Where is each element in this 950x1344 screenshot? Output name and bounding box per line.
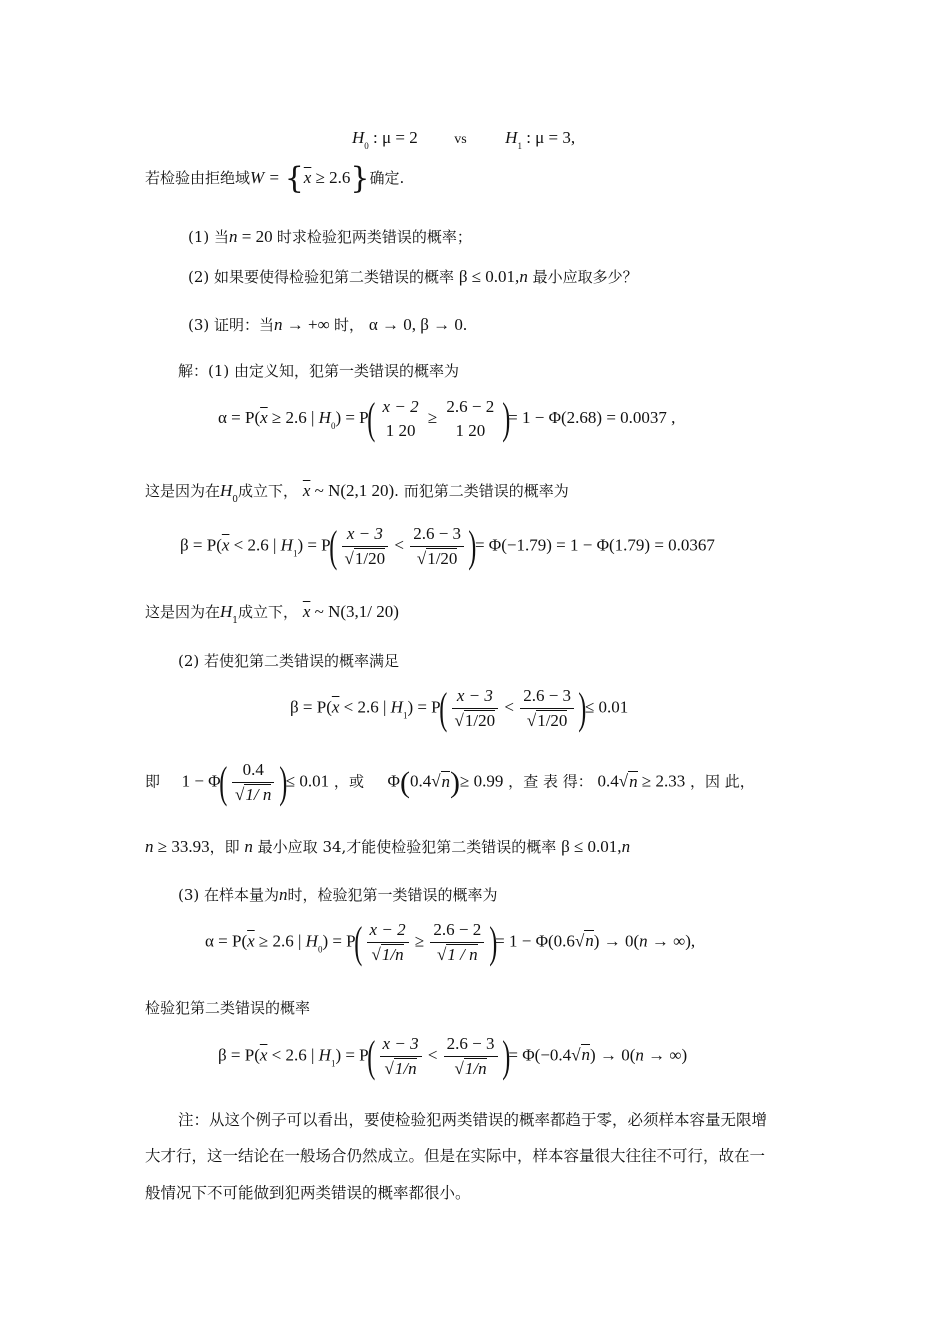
nres-mid: ，即 bbox=[209, 838, 240, 856]
ineq-inner: 0.4 bbox=[409, 771, 432, 791]
ineq-phi: Φ bbox=[387, 771, 400, 791]
eq5-rhs3: → ∞) bbox=[643, 1045, 688, 1065]
q3-pre: 证明：当 bbox=[214, 316, 275, 334]
eq2-rhs: = Φ(−1.79) = 1 − Φ(1.79) = 0.0367 bbox=[474, 535, 715, 555]
eq2-num-2: 2.6 − 3 bbox=[410, 524, 464, 547]
ineq-res-ge: ≥ 2.33 bbox=[637, 771, 686, 791]
eq5-hsub: 1 bbox=[330, 1058, 336, 1069]
eq2-mid: < 2.6 | bbox=[229, 535, 281, 555]
part3-n: n bbox=[279, 885, 288, 904]
region-condition: ≥ 2.6 bbox=[311, 168, 351, 187]
ineq-den: 1/ n bbox=[245, 785, 272, 804]
eq3-paren-left: ( bbox=[438, 683, 447, 733]
region-pre: 若检验由拒绝域 bbox=[145, 169, 251, 187]
q2-label: (2) bbox=[188, 268, 210, 286]
ineq-ji: 即 bbox=[145, 772, 161, 791]
h1-symbol: H bbox=[505, 128, 518, 147]
eq5-h: H bbox=[318, 1045, 331, 1065]
eq1-paren-right: ) bbox=[501, 394, 510, 443]
eq3-mid: < 2.6 | bbox=[339, 697, 391, 717]
eq4-rhs2: ) → 0( bbox=[593, 931, 640, 951]
eq3-xbar: $\overline{x}$ bbox=[331, 697, 340, 717]
eq3-hsub: 1 bbox=[402, 710, 408, 721]
equation-beta-2 bbox=[290, 683, 629, 733]
nres-n: n bbox=[145, 837, 154, 856]
eq5-rhs: = Φ(−0.4 bbox=[508, 1045, 572, 1065]
eq4-paren-left: ( bbox=[353, 917, 362, 967]
eq2-frac-2 bbox=[410, 524, 464, 569]
eq3-num-2: 2.6 − 3 bbox=[520, 686, 574, 709]
q3-n: n bbox=[274, 315, 283, 334]
because1-h: H bbox=[220, 602, 233, 621]
eq4-rhs-sqrt: √ bbox=[574, 931, 585, 951]
equation-alpha-2 bbox=[205, 917, 696, 967]
eq3-sqrt-2: √ bbox=[526, 711, 537, 730]
eq4-lhs: α = P( bbox=[205, 931, 248, 951]
q3-label: (3) bbox=[188, 316, 210, 334]
eq5-rhs-n: n bbox=[581, 1045, 591, 1065]
ineq-ge: ≥ 0.99 bbox=[460, 771, 504, 791]
ineq-inner-sqrt: √ bbox=[431, 771, 441, 791]
eq2-lt: < bbox=[394, 535, 404, 555]
h1-statement: : μ = 3, bbox=[526, 128, 576, 147]
region-w: W = bbox=[250, 168, 280, 187]
eq3-h: H bbox=[390, 697, 403, 717]
eq5-num-1: x − 3 bbox=[380, 1034, 422, 1057]
eq3-sqrt-1: √ bbox=[454, 711, 464, 730]
ineq-comma1: ， bbox=[333, 772, 349, 791]
ineq-huo: 或 bbox=[348, 772, 364, 791]
h0-statement: : μ = 2 bbox=[373, 128, 418, 147]
part-3-heading bbox=[178, 884, 498, 905]
eq5-xbar: $\overline{x}$ bbox=[259, 1045, 268, 1065]
eq5-sqrt-2: √ bbox=[454, 1059, 464, 1078]
eq1-paren-left: ( bbox=[366, 394, 375, 443]
eq5-sqrt-1: √ bbox=[384, 1059, 394, 1078]
question-2 bbox=[188, 266, 638, 287]
ineq-res: 0.4 bbox=[597, 771, 619, 791]
nres-beta: β ≤ 0.01, bbox=[561, 837, 622, 856]
solution-intro: 解：(1) 由定义知，犯第一类错误的概率为 bbox=[178, 362, 460, 380]
eq2-mid2: ) = P bbox=[297, 535, 331, 555]
eq2-sqrt-2: √ bbox=[416, 549, 427, 568]
note-line-3: 般情况下不可能做到犯两类错误的概率都很小。 bbox=[145, 1184, 471, 1202]
eq1-den-2: 1 20 bbox=[455, 421, 486, 440]
eq4-rhs-n: n bbox=[585, 931, 594, 951]
eq3-lt: < bbox=[504, 697, 514, 717]
because-h0-line bbox=[145, 480, 569, 505]
because-h1-line bbox=[145, 601, 399, 626]
ineq-one-minus-phi: 1 − Φ bbox=[181, 771, 221, 791]
q3-mid: 时， bbox=[334, 316, 365, 334]
q2-n: n bbox=[519, 267, 528, 286]
nres-text: 最小应取 34,才能使检验犯第二类错误的概率 bbox=[257, 838, 557, 856]
region-brace-left: { bbox=[284, 161, 304, 196]
eq1-den-1: 1 20 bbox=[385, 421, 416, 440]
rejection-region-line bbox=[145, 161, 405, 196]
h0-symbol: H bbox=[352, 128, 365, 147]
because0-pre: 这是因为在 bbox=[145, 482, 221, 500]
because1-xbar: $\overline{x}$ bbox=[302, 602, 311, 621]
ineq-num: 0.4 bbox=[232, 760, 274, 783]
because0-post: . 而犯第二类错误的概率为 bbox=[394, 482, 569, 500]
part3-pre: (3) 在样本量为 bbox=[178, 886, 280, 904]
eq4-mid2: ) = P bbox=[322, 931, 356, 951]
eq4-rhs: = 1 − Φ(0.6 bbox=[495, 931, 575, 951]
q3-arrow: → +∞ bbox=[282, 315, 335, 334]
eq4-sqrt-2: √ bbox=[437, 945, 447, 964]
eq4-hsub: 0 bbox=[317, 944, 323, 955]
ineq-phi-paren-left: ( bbox=[399, 765, 410, 799]
eq5-rhs-n2: n bbox=[635, 1045, 644, 1065]
eq2-sqrt-1: √ bbox=[344, 549, 354, 568]
eq5-frac-2 bbox=[444, 1034, 498, 1079]
eq3-frac-1 bbox=[452, 686, 499, 731]
ineq-paren-left: ( bbox=[218, 757, 227, 807]
eq4-num-2: 2.6 − 2 bbox=[430, 920, 484, 943]
eq4-ge: ≥ bbox=[414, 931, 425, 951]
vs-label: vs bbox=[454, 132, 467, 147]
note-line-1: 注：从这个例子可以看出，要使检验犯两类错误的概率都趋于零，必须样本容量无限增 bbox=[178, 1111, 768, 1129]
eq1-mid: ≥ 2.6 | bbox=[267, 407, 319, 427]
eq1-frac-2 bbox=[443, 397, 497, 441]
because0-h: H bbox=[220, 481, 233, 500]
q1-pre: 当 bbox=[214, 228, 230, 246]
eq3-den-2: 1/20 bbox=[537, 711, 568, 730]
ineq-yinci: 因 此， bbox=[705, 772, 755, 791]
q2-pre: 如果要使得检验犯第二类错误的概率 bbox=[214, 268, 455, 286]
q2-beta: β ≤ 0.01, bbox=[458, 267, 520, 286]
nres-n3: n bbox=[621, 837, 631, 856]
eq4-rhs-n2: n bbox=[639, 931, 648, 951]
eq1-num-2: 2.6 − 2 bbox=[446, 397, 495, 416]
because0-mid: 成立下， bbox=[238, 482, 299, 500]
eq2-paren-right: ) bbox=[468, 521, 477, 571]
ineq-cha: 查 表 得： bbox=[523, 772, 593, 791]
ineq-res-n: n bbox=[629, 771, 638, 791]
question-1 bbox=[188, 226, 472, 247]
ineq-le: ≤ 0.01 bbox=[285, 771, 330, 791]
equation-alpha-1 bbox=[218, 394, 676, 443]
eq1-frac-1 bbox=[380, 397, 422, 441]
because1-mid: 成立下， bbox=[238, 603, 299, 621]
eq4-num-1: x − 2 bbox=[367, 920, 409, 943]
eq3-paren-right: ) bbox=[578, 683, 587, 733]
eq4-xbar: $\overline{x}$ bbox=[247, 931, 255, 951]
eq2-num-1: x − 3 bbox=[342, 524, 389, 547]
eq1-hsub: 0 bbox=[330, 420, 336, 431]
beta-label: 检验犯第二类错误的概率 bbox=[145, 999, 311, 1017]
eq1-mid2: ) = P bbox=[335, 407, 369, 427]
because1-hsub: 1 bbox=[232, 616, 239, 626]
because0-xbar: $\overline{x}$ bbox=[302, 481, 311, 500]
eq2-lhs: β = P( bbox=[180, 535, 222, 555]
because0-hsub: 0 bbox=[232, 495, 239, 505]
h0-subscript: 0 bbox=[364, 141, 369, 151]
note-line-2: 大才行，这一结论在一般场合仍然成立。但是在实际中，样本容量很大往往不可行，故在一 bbox=[145, 1147, 766, 1165]
eq4-rhs3: → ∞), bbox=[647, 931, 696, 951]
q2-post: 最小应取多少？ bbox=[532, 268, 638, 286]
eq3-mid2: ) = P bbox=[407, 697, 441, 717]
eq4-paren-right: ) bbox=[488, 917, 497, 967]
region-post: 确定. bbox=[369, 169, 405, 187]
eq4-frac-1 bbox=[367, 920, 409, 965]
eq5-num-2: 2.6 − 3 bbox=[444, 1034, 498, 1057]
hypothesis-line bbox=[352, 128, 575, 151]
eq5-lhs: β = P( bbox=[218, 1045, 260, 1065]
q1-label: (1) bbox=[188, 228, 210, 246]
question-3 bbox=[188, 314, 467, 335]
ineq-phi-paren-right: ) bbox=[450, 765, 461, 799]
eq4-den-2: 1 / n bbox=[447, 945, 478, 964]
ineq-paren-right: ) bbox=[279, 757, 288, 807]
equation-beta-1 bbox=[180, 521, 715, 571]
eq5-paren-right: ) bbox=[502, 1031, 511, 1081]
eq5-mid: < 2.6 | bbox=[267, 1045, 319, 1065]
eq2-frac-1 bbox=[342, 524, 389, 569]
nres-n2: n bbox=[244, 837, 253, 856]
eq3-rhs: ≤ 0.01 bbox=[584, 697, 629, 717]
eq5-rhs2: ) → 0( bbox=[590, 1045, 636, 1065]
eq1-ge: ≥ bbox=[427, 407, 438, 427]
part3-post: 时，检验犯第一类错误的概率为 bbox=[287, 886, 498, 904]
eq3-frac-2 bbox=[520, 686, 574, 731]
ineq-comma3: ， bbox=[689, 772, 705, 791]
eq4-den-1: 1/n bbox=[381, 945, 404, 964]
eq2-xbar: $\overline{x}$ bbox=[221, 535, 230, 555]
h1-subscript: 1 bbox=[517, 141, 522, 151]
eq1-h: H bbox=[318, 407, 331, 427]
because0-dist: ~ N(2,1 20) bbox=[310, 481, 395, 500]
eq2-den-1: 1/20 bbox=[354, 549, 386, 568]
q3-math: α → 0, β → 0. bbox=[368, 315, 468, 334]
q1-eq: = 20 bbox=[237, 227, 277, 246]
eq2-h: H bbox=[280, 535, 293, 555]
eq4-mid: ≥ 2.6 | bbox=[254, 931, 306, 951]
because1-dist: ~ N(3,1/ 20) bbox=[310, 602, 399, 621]
eq3-den-1: 1/20 bbox=[464, 711, 496, 730]
equation-beta-3 bbox=[218, 1031, 688, 1081]
eq5-paren-left: ( bbox=[366, 1031, 375, 1081]
q1-post: 时求检验犯两类错误的概率； bbox=[276, 228, 472, 246]
eq2-den-2: 1/20 bbox=[427, 549, 458, 568]
part-2-heading: (2) 若使犯第二类错误的概率满足 bbox=[178, 652, 400, 670]
eq5-den-2: 1/n bbox=[464, 1059, 487, 1078]
eq4-sqrt-1: √ bbox=[371, 945, 381, 964]
q1-n: n bbox=[229, 227, 238, 246]
eq5-lt: < bbox=[427, 1045, 438, 1065]
eq5-den-1: 1/n bbox=[394, 1059, 417, 1078]
eq3-lhs: β = P( bbox=[290, 697, 332, 717]
region-brace-right: } bbox=[350, 161, 370, 196]
ineq-frac bbox=[232, 760, 274, 805]
eq1-num-1: x − 2 bbox=[382, 397, 419, 416]
region-xbar: $\overline{x}$ bbox=[303, 168, 312, 187]
inequality-line bbox=[145, 757, 755, 807]
eq5-rhs-sqrt: √ bbox=[571, 1045, 581, 1065]
because1-pre: 这是因为在 bbox=[145, 603, 221, 621]
eq1-rhs: = 1 − Φ(2.68) = 0.0037 , bbox=[508, 407, 676, 427]
eq5-frac-1 bbox=[380, 1034, 422, 1079]
ineq-inner-n: n bbox=[441, 771, 451, 791]
eq4-frac-2 bbox=[430, 920, 484, 965]
ineq-sqrt: √ bbox=[235, 785, 245, 804]
eq2-hsub: 1 bbox=[292, 548, 298, 559]
eq3-num-1: x − 3 bbox=[452, 686, 499, 709]
n-result-line bbox=[145, 836, 630, 857]
ineq-res-sqrt: √ bbox=[618, 771, 629, 791]
ineq-comma2: ， bbox=[508, 772, 524, 791]
eq2-paren-left: ( bbox=[328, 521, 337, 571]
eq1-xbar: $\overline{x}$ bbox=[260, 407, 268, 427]
nres-ge: ≥ 33.93 bbox=[153, 837, 210, 856]
eq5-mid2: ) = P bbox=[335, 1045, 369, 1065]
eq4-h: H bbox=[305, 931, 318, 951]
eq1-lhs: α = P( bbox=[218, 407, 261, 427]
